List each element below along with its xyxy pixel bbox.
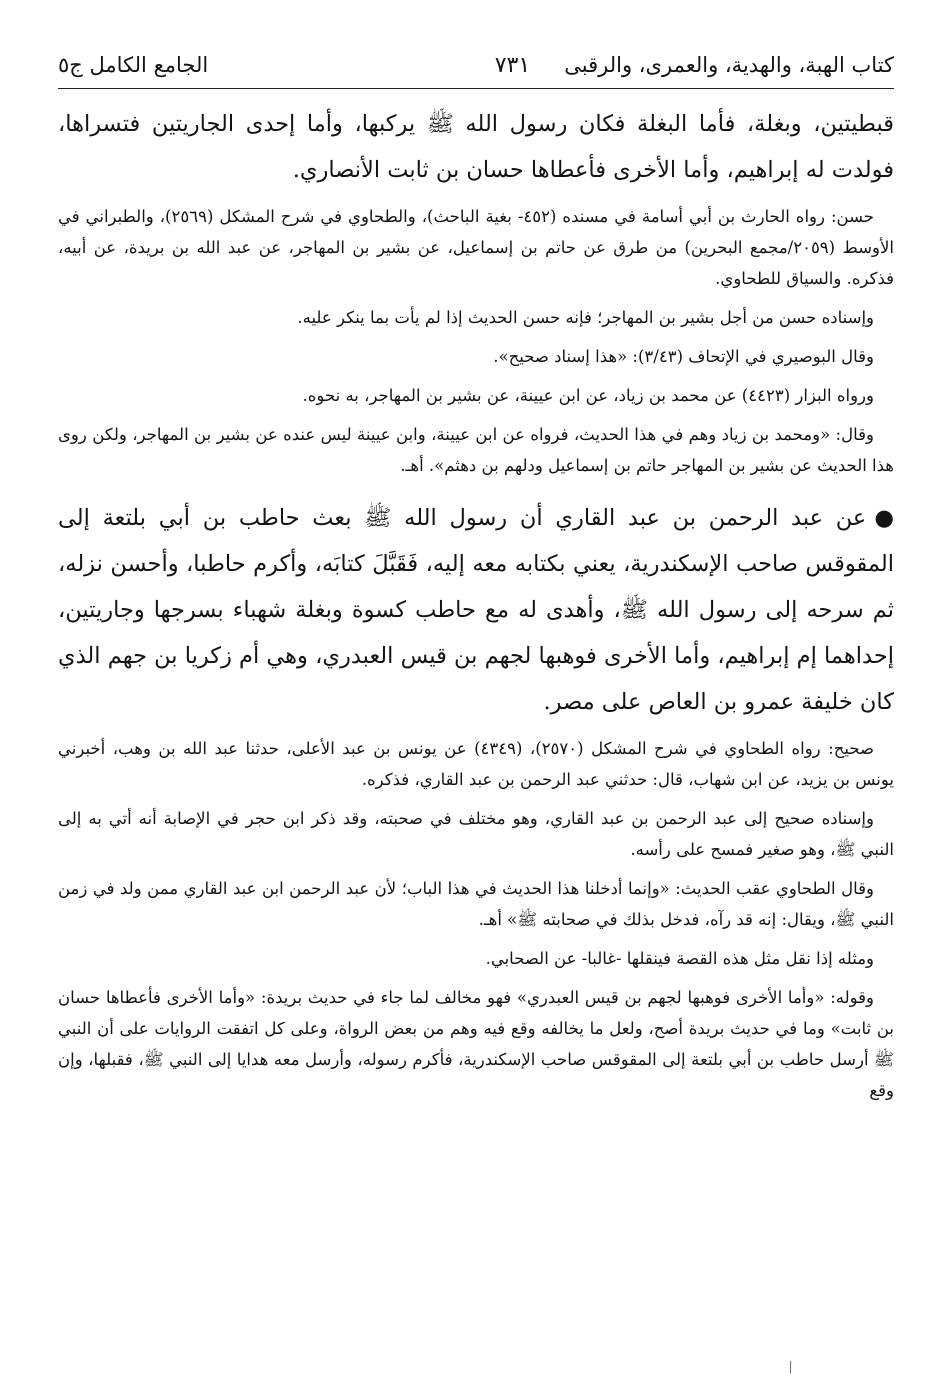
takhrij-paragraph: حسن: رواه الحارث بن أبي أسامة في مسنده (٤٥٢- بغية الباحث)، والطحاوي في شرح المشكل (٢٥٦٩)، والطبراني في الأوسط (٢٠٥٩/مجمع البحرين) من طرق عن حاتم بن إسماعيل، عن بشير بن المهاجر، عن عبد الله بن بريدة، عن أبيه، فذكره. والسياق للطحاوي. — [58, 207, 894, 288]
book-title: الجامع الكامل ج٥ — [58, 53, 209, 77]
hadith-continuation: قبطيتين، وبغلة، فأما البغلة فكان رسول الله ﷺ يركبها، وأما إحدى الجاريتين فتسراها، فولدت له إبراهيم، وأما الأخرى فأعطاها حسان بن ثابت الأنصاري. — [58, 111, 894, 183]
isnad-sahih-note: وإسناده صحيح إلى عبد الرحمن بن عبد القاري، وهو مختلف في صحبته، وقد ذكر ابن حجر في الإصابة أنه أتي به إلى النبي ﷺ، وهو صغير فمسح على رأسه. — [58, 809, 894, 859]
discrepancy-note: وقوله: «وأما الأخرى فوهبها لجهم بن قيس العبدري» فهو مخالف لما جاء في حديث بريدة: «وأما الأخرى فأعطاها حسان بن ثابت» وما في حديث بريدة أصح، ولعل ما يخالفه وقع فيه وهم من بعض الرواة، وعلى كل اتفقت الروايات على أن النبي ﷺ أرسل حاطب بن أبي بلتعة إلى المقوقس صاحب الإسكندرية، فأكرم رسوله، وأرسل معه هدايا إلى النبي ﷺ، فقبلها، وإن وقع — [58, 988, 894, 1100]
chapter-title: كتاب الهبة، والهدية، والعمرى، والرقبى — [564, 53, 894, 77]
sahabi-note: ومثله إذا نقل مثل هذه القصة فينقلها -غالبا- عن الصحابي. — [485, 949, 874, 968]
isnad-note: وإسناده حسن من أجل بشير بن المهاجر؛ فإنه حسن الحديث إذا لم يأت بما ينكر عليه. — [297, 308, 874, 327]
sahih-takhrij: صحيح: رواه الطحاوي في شرح المشكل (٢٥٧٠)، (٤٣٤٩) عن يونس بن عبد الأعلى، حدثنا عبد الله بن وهب، أخبرني يونس بن يزيد، عن ابن شهاب، قال: حدثني عبد الرحمن بن عبد القاري، فذكره. — [58, 739, 894, 789]
hadith-paragraph — [58, 495, 894, 725]
hadith-text: عن عبد الرحمن بن عبد القاري أن رسول الله ﷺ بعث حاطب بن أبي بلتعة إلى المقوقس صاحب الإسكندرية، يعني بكتابه معه إليه، فَقَبَّلَ كتابَه، وأكرم حاطبا، وأحسن نزله، ثم سرحه إلى رسول الله ﷺ، وأهدى له مع حاطب كسوة وبغلة شهباء بسرجها وجاريتين، إحداهما إم إبراهيم، وأما الأخرى فوهبها لجهم بن قيس العبدري، وهي أم زكريا بن جهم الذي كان خليفة عمرو بن العاص على مصر. — [58, 505, 894, 715]
header-right-group — [495, 50, 894, 81]
bazzar-note: ورواه البزار (٤٤٢٣) عن محمد بن زياد، عن ابن عيينة، عن بشير بن المهاجر، به نحوه. — [302, 386, 874, 405]
bullet-icon: ● — [874, 505, 894, 531]
header-rule — [58, 88, 894, 89]
bazzar-comment: وقال: «ومحمد بن زياد وهم في هذا الحديث، فرواه عن ابن عيينة، وابن عيينة ليس عنده عن بشير بن المهاجر، ولكن روى هذا الحديث عن بشير بن المهاجر حاتم بن إسماعيل ودلهم بن دهثم». أهـ. — [58, 425, 894, 475]
tahawi-comment: وقال الطحاوي عقب الحديث: «وإنما أدخلنا هذا الحديث في هذا الباب؛ لأن عبد الرحمن ابن عبد القاري ممن ولد في زمن النبي ﷺ، ويقال: إنه قد رآه، فدخل بذلك في صحابته ﷺ» أهـ. — [58, 879, 894, 929]
pen-mark: ⁄ — [786, 1360, 797, 1376]
running-header — [58, 50, 894, 88]
document-page — [58, 50, 894, 1106]
page-number: ٧٣١ — [494, 53, 531, 78]
busiri-note: وقال البوصيري في الإتحاف (٣/٤٣): «هذا إسناد صحيح». — [493, 347, 874, 366]
